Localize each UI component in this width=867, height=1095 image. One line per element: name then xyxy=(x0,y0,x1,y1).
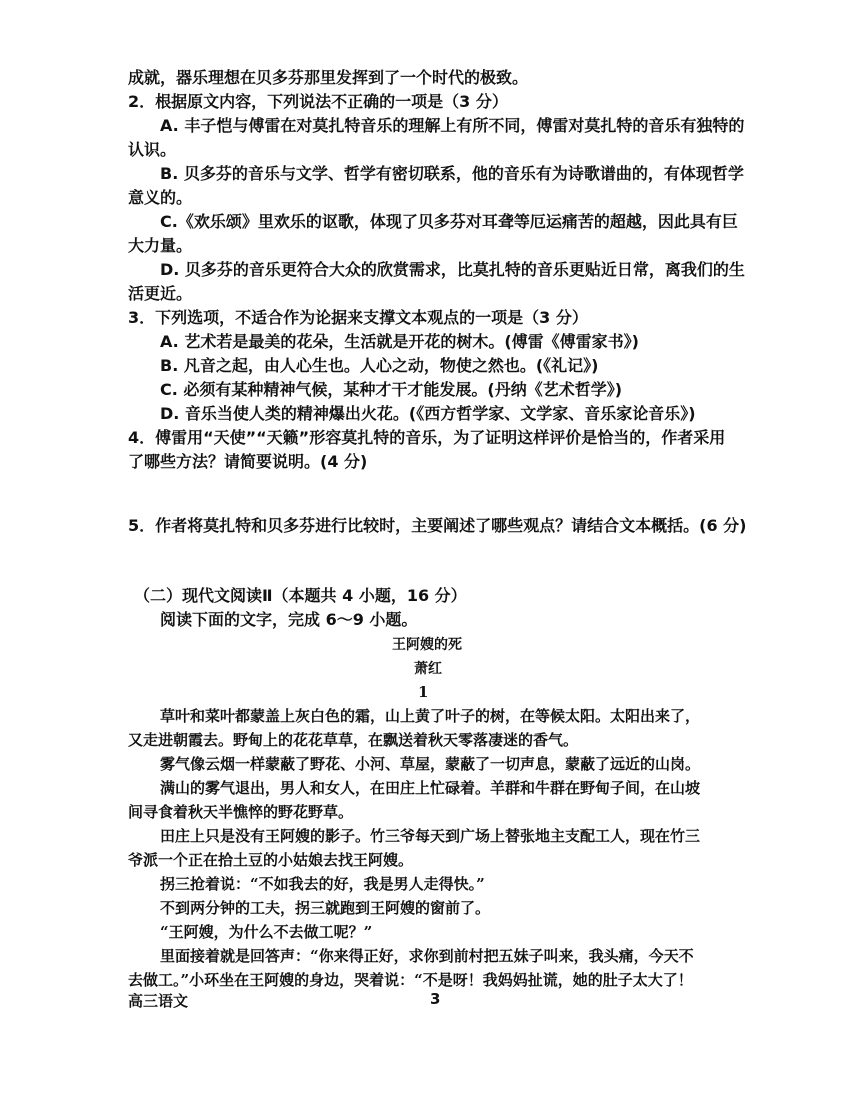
footer-subject: 高三语文 xyxy=(128,992,189,1010)
story-line: 满山的雾气退出，男人和女人，在田庄上忙碌着。羊群和牛群在野甸子间，在山坡 xyxy=(160,779,701,797)
story-line: 去做工。”小环坐在王阿嫂的身边，哭着说：“不是呀！我妈妈扯谎，她的肚子太大了！ xyxy=(128,971,693,989)
question-3-option-c: C. 必须有某种精神气候，某种才干才能发展。(丹纳《艺术哲学》) xyxy=(160,380,623,399)
question-2-stem: 2．根据原文内容，下列说法不正确的一项是（3 分） xyxy=(128,92,508,111)
question-2-option-b: B. 贝多芬的音乐与文学、哲学有密切联系，他的音乐有为诗歌谱曲的，有体现哲学 xyxy=(160,164,744,183)
story-line: “王阿嫂，为什么不去做工呢？” xyxy=(160,923,373,941)
story-line: 拐三抢着说：“不如我去的好，我是男人走得快。” xyxy=(160,875,485,893)
story-line: 又走进朝霞去。野甸上的花花草草，在飘送着秋天零落凄迷的香气。 xyxy=(128,731,579,749)
question-3-option-b: B. 凡音之起，由人心生也。人心之动，物使之然也。(《礼记》) xyxy=(160,356,599,375)
question-2-option-c-cont: 大力量。 xyxy=(128,236,193,255)
question-2-option-a: A. 丰子恺与傅雷在对莫扎特音乐的理解上有所不同，傅雷对莫扎特的音乐有独特的 xyxy=(160,116,745,135)
question-2-option-a-cont: 认识。 xyxy=(128,140,177,159)
story-title: 王阿嫂的死 xyxy=(392,637,462,653)
story-line: 不到两分钟的工夫，拐三就跑到王阿嫂的窗前了。 xyxy=(160,899,491,917)
section-2-heading: （二）现代文阅读Ⅱ（本题共 4 小题，16 分） xyxy=(134,586,467,605)
story-line: 爷派一个正在拾土豆的小姑娘去找王阿嫂。 xyxy=(128,851,414,869)
story-line: 里面接着就是回答声：“你来得正好，求你到前村把五妹子叫来，我头痛，今天不 xyxy=(160,947,694,965)
question-2-option-b-cont: 意义的。 xyxy=(128,188,193,207)
story-line: 草叶和菜叶都蒙盖上灰白色的霜，山上黄了叶子的树，在等候太阳。太阳出来了， xyxy=(160,707,701,725)
question-3-option-a: A. 艺术若是最美的花朵，生活就是开花的树木。(傅雷《傅雷家书》) xyxy=(160,332,639,351)
story-line: 田庄上只是没有王阿嫂的影子。竹三爷每天到广场上替张地主支配工人，现在竹三 xyxy=(160,827,701,845)
paragraph-continuation: 成就，器乐理想在贝多芬那里发挥到了一个时代的极致。 xyxy=(128,68,529,87)
question-2-option-d: D. 贝多芬的音乐更符合大众的欣赏需求，比莫扎特的音乐更贴近日常，离我们的生 xyxy=(160,260,745,279)
question-2-option-d-cont: 活更近。 xyxy=(128,284,193,303)
question-4-stem-cont: 了哪些方法？请简要说明。(4 分) xyxy=(128,452,368,471)
story-author: 萧红 xyxy=(414,661,442,677)
story-line: 雾气像云烟一样蒙蔽了野花、小河、草屋，蒙蔽了一切声息，蒙蔽了远近的山岗。 xyxy=(160,755,701,773)
story-line: 间寻食着秋天半憔悴的野花野草。 xyxy=(128,803,354,821)
question-4-stem: 4．傅雷用“天使”“天籁”形容莫扎特的音乐，为了证明这样评价是恰当的，作者采用 xyxy=(128,428,726,447)
section-2-instruction: 阅读下面的文字，完成 6～9 小题。 xyxy=(160,610,418,629)
footer-page-number: 3 xyxy=(430,990,441,1008)
question-5-stem: 5．作者将莫扎特和贝多芬进行比较时，主要阐述了哪些观点？请结合文本概括。(6 分) xyxy=(128,516,747,535)
chapter-number: 1 xyxy=(418,683,429,701)
question-3-stem: 3．下列选项，不适合作为论据来支撑文本观点的一项是（3 分） xyxy=(128,308,588,327)
question-2-option-c: C.《欢乐颂》里欢乐的讴歌，体现了贝多芬对耳聋等厄运痛苦的超越，因此具有巨 xyxy=(160,212,738,231)
question-3-option-d: D. 音乐当使人类的精神爆出火花。(《西方哲学家、文学家、音乐家论音乐》) xyxy=(160,404,696,423)
